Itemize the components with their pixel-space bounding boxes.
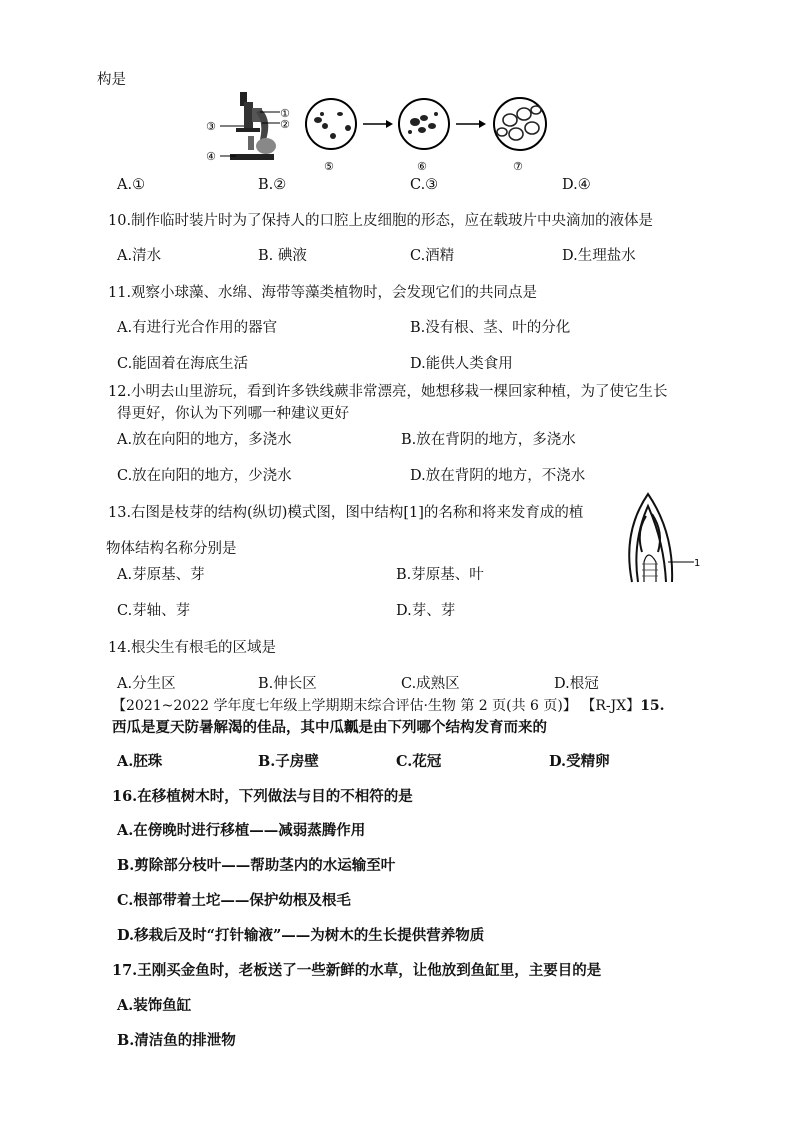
q14-stem: 14.根尖生有根毛的区域是 [108,640,277,656]
q13-stem-line1: 13.右图是枝芽的结构(纵切)模式图，图中结构[1]的名称和将来发育成的植 [108,505,584,521]
q17-option-a[interactable]: A.装饰鱼缸 [117,997,192,1014]
q12-stem-line1: 12.小明去山里游玩，看到许多铁线蕨非常漂亮，她想移栽一棵回家种植，为了使它生长 [108,384,668,400]
q15-option-d[interactable]: D.受精卵 [549,753,610,770]
microscope-icon [220,92,280,160]
q12-stem-line2: 得更好，你认为下列哪一种建议更好 [117,406,349,422]
fig-label-2: ② [280,118,290,131]
q13-option-c[interactable]: C.芽轴、芽 [117,603,191,619]
fig-label-4: ④ [206,150,216,163]
q13-bud-figure [612,492,702,587]
q15-option-a[interactable]: A.胚珠 [117,753,163,770]
q9-figure [200,92,560,172]
q11-option-a[interactable]: A.有进行光合作用的器官 [117,320,278,336]
q9-option-d[interactable]: D.④ [562,177,591,193]
q12-option-c[interactable]: C.放在向阳的地方，少浇水 [117,468,292,484]
q14-option-d[interactable]: D.根冠 [554,676,599,692]
q12-option-b[interactable]: B.放在背阴的地方，多浇水 [401,432,576,448]
q15-option-b[interactable]: B.子房壁 [258,753,319,770]
q16-option-c[interactable]: C.根部带着土坨——保护幼根及根毛 [117,892,351,909]
q10-option-c[interactable]: C.酒精 [410,248,455,264]
q16-option-b[interactable]: B.剪除部分枝叶——帮助茎内的水运输至叶 [117,857,396,874]
q17-stem: 17.王刚买金鱼时，老板送了一些新鲜的水草，让他放到鱼缸里，主要目的是 [112,962,602,979]
bud-icon [629,494,672,582]
q13-option-b[interactable]: B.芽原基、叶 [396,567,484,583]
q10-option-a[interactable]: A.清水 [117,248,162,264]
fig-label-3: ③ [206,120,216,133]
q15-stem: 西瓜是夏天防暑解渴的佳品，其中瓜瓤是由下列哪个结构发育而来的 [112,719,547,736]
q10-option-b[interactable]: B. 碘液 [258,248,307,264]
fig-label-7: ⑦ [513,160,523,172]
q9-option-a[interactable]: A.① [117,177,146,193]
q12-option-d[interactable]: D.放在背阴的地方，不浇水 [410,468,586,484]
q11-stem: 11.观察小球藻、水绵、海带等藻类植物时，会发现它们的共同点是 [108,285,538,301]
fig-label-5: ⑤ [324,160,334,172]
q10-stem: 10.制作临时装片时为了保持人的口腔上皮细胞的形态，应在载玻片中央滴加的液体是 [108,213,654,229]
q11-option-d[interactable]: D.能供人类食用 [410,356,513,372]
q13-option-d[interactable]: D.芽、芽 [396,603,456,619]
q13-option-a[interactable]: A.芽原基、芽 [117,567,205,583]
q10-option-d[interactable]: D.生理盐水 [562,248,636,264]
q16-option-a[interactable]: A.在傍晚时进行移植——减弱蒸腾作用 [117,822,366,839]
q14-option-a[interactable]: A.分生区 [117,676,176,692]
q16-option-d[interactable]: D.移栽后及时“打针输液”——为树木的生长提供营养物质 [117,927,485,944]
q15-number: 15. [640,698,665,714]
page-footer [112,696,665,716]
q9-stem-tail: 构是 [97,72,126,88]
q13-stem-line2: 物体结构名称分别是 [106,541,237,557]
q13-fig-label-1: 1 [694,558,701,569]
q9-option-c[interactable]: C.③ [410,177,439,193]
q17-option-b[interactable]: B.清洁鱼的排泄物 [117,1032,236,1049]
q9-option-b[interactable]: B.② [258,177,287,193]
q11-option-b[interactable]: B.没有根、茎、叶的分化 [410,320,571,336]
fig-label-6: ⑥ [417,160,427,172]
q14-option-b[interactable]: B.伸长区 [258,676,317,692]
q14-option-c[interactable]: C.成熟区 [401,676,460,692]
q16-stem: 16.在移植树木时，下列做法与目的不相符的是 [112,788,413,805]
page-footer-text: 【2021~2022 学年度七年级上学期期末综合评估·生物 第 2 页(共 6 页)】 【R-JX】 [112,698,641,714]
q15-option-c[interactable]: C.花冠 [396,753,442,770]
q12-option-a[interactable]: A.放在向阳的地方，多浇水 [117,432,292,448]
fig-label-1: ① [280,107,290,120]
q11-option-c[interactable]: C.能固着在海底生活 [117,356,249,372]
